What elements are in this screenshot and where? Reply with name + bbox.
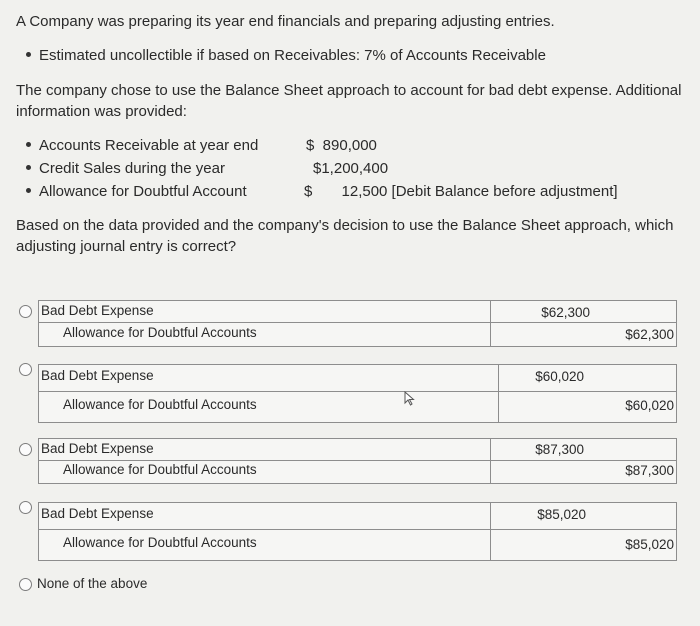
debit-account-label: Bad Debt Expense [41,368,154,383]
intro-text: A Company was preparing its year end financials and preparing adjusting entries. [16,13,555,30]
info-amount-allowance: $ 12,500 [Debit Balance before adjustment] [304,183,618,200]
none-of-the-above-label[interactable]: None of the above [37,576,148,591]
credit-account-label: Allowance for Doubtful Accounts [63,325,257,340]
debit-blank-cell [498,391,590,423]
credit-amount: $60,020 [625,398,674,413]
info-amount-ar: $ 890,000 [306,137,377,154]
debit-amount: $60,020 [535,369,584,384]
option-5-radio[interactable] [19,578,32,591]
info-item-allowance: Allowance for Doubtful Account [26,181,247,203]
debit-blank-cell [490,529,592,561]
info-item-ar: Accounts Receivable at year end [26,135,258,157]
info-amount-sales: $1,200,400 [313,160,389,177]
credit-account-label: Allowance for Doubtful Accounts [63,462,257,477]
credit-amount: $85,020 [625,537,674,552]
bullet-icon [26,52,31,57]
mouse-cursor-icon [404,391,416,407]
credit-blank-cell [588,364,677,392]
debit-account-label: Bad Debt Expense [41,303,154,318]
credit-blank-cell [590,502,677,530]
debit-blank-cell [490,322,596,347]
credit-amount: $87,300 [625,463,674,478]
credit-account-label: Allowance for Doubtful Accounts [63,397,257,412]
estimate-bullet: Estimated uncollectible if based on Receivables: 7% of Accounts Receivable [26,45,546,67]
approach-text: The company chose to use the Balance Sheet approach to account for bad debt expense. Additional information was provided: [16,82,682,120]
credit-blank-cell [594,300,677,323]
bullet-icon [26,165,31,170]
bullet-icon [26,188,31,193]
credit-amount: $62,300 [625,327,674,342]
debit-account-label: Bad Debt Expense [41,441,154,456]
question-text: Based on the data provided and the company's decision to use the Balance Sheet approach, which adjusting journal entry is correct? [16,217,674,255]
debit-amount: $87,300 [535,442,584,457]
debit-blank-cell [490,460,590,484]
bullet-icon [26,142,31,147]
option-2-radio[interactable] [19,363,32,376]
info-item-sales: Credit Sales during the year [26,158,225,180]
credit-blank-cell [588,438,677,461]
option-3-radio[interactable] [19,443,32,456]
option-1-radio[interactable] [19,305,32,318]
option-4-radio[interactable] [19,501,32,514]
debit-amount: $62,300 [541,305,590,320]
debit-amount: $85,020 [537,507,586,522]
credit-account-label: Allowance for Doubtful Accounts [63,535,257,550]
debit-account-label: Bad Debt Expense [41,506,154,521]
